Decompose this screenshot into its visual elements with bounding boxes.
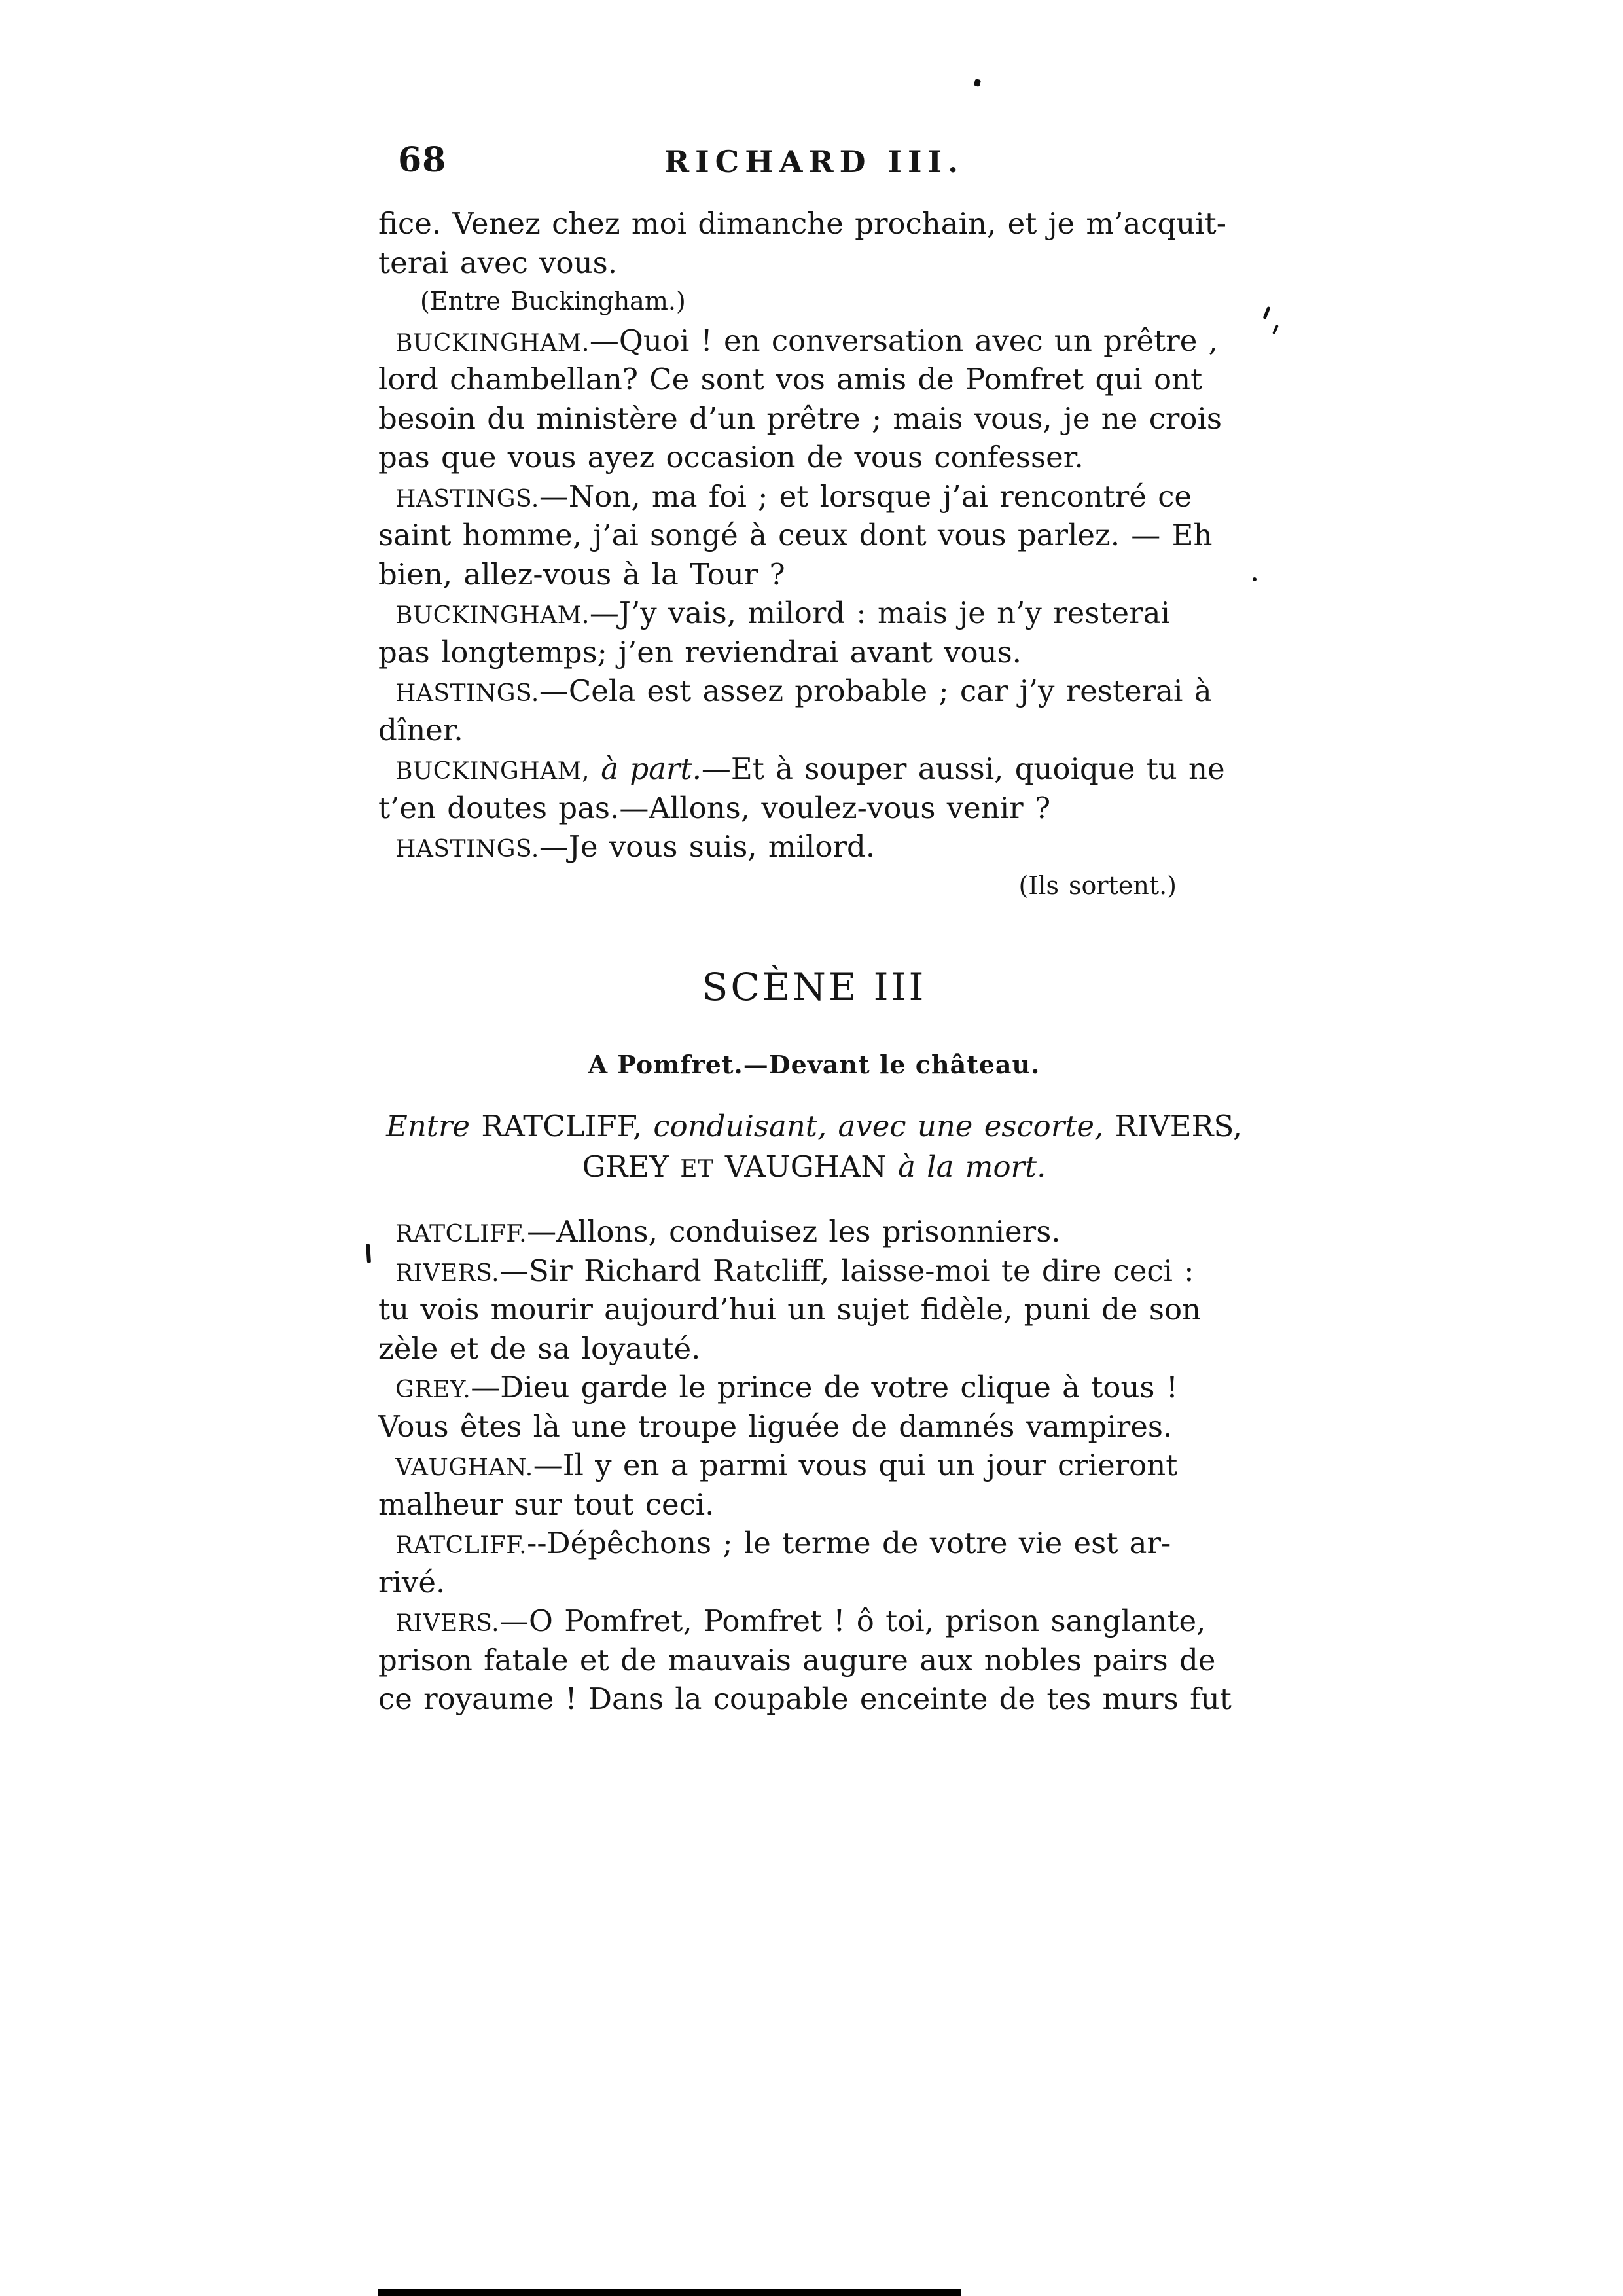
text-segment: Entre bbox=[385, 1109, 482, 1143]
text-line bbox=[378, 399, 1250, 439]
text-segment: —Je vous suis, milord. bbox=[539, 829, 876, 864]
text-line bbox=[378, 360, 1250, 399]
text-segment: —Quoi ! en conversation avec un prêtre , bbox=[589, 323, 1218, 358]
text-line bbox=[378, 1407, 1250, 1446]
scene-entrance-direction bbox=[378, 1106, 1250, 1187]
text-segment: —Non, ma foi ; et lorsque j’ai rencontré ce bbox=[539, 478, 1192, 514]
text-line bbox=[378, 438, 1250, 477]
text-segment: HASTINGS. bbox=[395, 836, 539, 863]
speech-line bbox=[378, 749, 1250, 789]
text-segment: —Sir Richard Ratcliff, laisse-moi te dire ceci : bbox=[499, 1253, 1194, 1288]
scan-mark-artifact bbox=[1262, 306, 1270, 319]
text-segment: RATCLIFF. bbox=[395, 1532, 527, 1559]
scan-mark-artifact bbox=[1272, 325, 1279, 334]
text-segment: HASTINGS. bbox=[395, 680, 539, 707]
text-segment: besoin du ministère d’un prêtre ; mais vous, je ne crois bbox=[378, 401, 1222, 436]
page-number: 68 bbox=[398, 140, 447, 180]
speech-line bbox=[378, 477, 1250, 516]
text-segment: RATCLIFF. bbox=[395, 1221, 527, 1247]
text-line bbox=[378, 633, 1250, 672]
speech-line bbox=[378, 1251, 1250, 1291]
text-segment: —Il y en a parmi vous qui un jour crieront bbox=[533, 1448, 1178, 1482]
text-segment: saint homme, j’ai songé à ceux dont vous parlez. — Eh bbox=[378, 518, 1213, 552]
text-line bbox=[378, 1679, 1250, 1719]
scene-location: A Pomfret.—Devant le château. bbox=[588, 1050, 1041, 1079]
text-segment: RIVERS. bbox=[395, 1610, 500, 1637]
text-segment: rivé. bbox=[378, 1564, 446, 1600]
scan-speck-artifact bbox=[974, 79, 981, 87]
stage-direction-exit bbox=[378, 867, 1250, 906]
text-segment: fice. Venez chez moi dimanche prochain, et je m’acquit- bbox=[378, 206, 1226, 241]
text-segment: conduisant, avec une escorte, bbox=[653, 1109, 1115, 1143]
text-segment: HASTINGS. bbox=[395, 485, 539, 512]
speech-line bbox=[378, 827, 1250, 867]
text-block-scene3 bbox=[378, 1212, 1250, 1719]
text-segment: —Allons, conduisez les prisonniers. bbox=[527, 1214, 1061, 1249]
text-segment: --Dépêchons ; le terme de votre vie est ar- bbox=[527, 1526, 1171, 1560]
stage-direction bbox=[378, 282, 1250, 321]
running-title: RICHARD III. bbox=[664, 144, 965, 179]
text-segment: ET bbox=[680, 1156, 714, 1183]
text-line bbox=[378, 555, 1250, 594]
text-segment: —Et à souper aussi, quoique tu ne bbox=[701, 751, 1225, 786]
text-line bbox=[378, 1485, 1250, 1524]
text-segment: RIVERS, bbox=[1115, 1109, 1243, 1143]
text-segment: Vous êtes là une troupe liguée de damnés vampires. bbox=[378, 1408, 1173, 1444]
speech-line bbox=[378, 1524, 1250, 1563]
text-segment: malheur sur tout ceci. bbox=[378, 1486, 715, 1522]
speech-line bbox=[378, 321, 1250, 361]
scan-tick-artifact bbox=[366, 1244, 371, 1263]
text-segment: BUCKINGHAM. bbox=[395, 602, 590, 629]
speech-line bbox=[378, 1602, 1250, 1641]
entrance-line bbox=[378, 1147, 1250, 1187]
text-segment: VAUGHAN. bbox=[395, 1454, 533, 1481]
text-segment: GREY. bbox=[395, 1376, 471, 1403]
text-segment: terai avec vous. bbox=[378, 245, 618, 280]
text-segment: ce royaume ! Dans la coupable enceinte de tes murs fut bbox=[378, 1681, 1232, 1716]
text-segment: BUCKINGHAM, bbox=[395, 758, 590, 785]
entrance-line bbox=[378, 1106, 1250, 1147]
text-line bbox=[378, 243, 1250, 283]
scan-dot-artifact bbox=[1253, 577, 1257, 581]
speech-line bbox=[378, 1446, 1250, 1485]
text-segment: pas longtemps; j’en reviendrai avant vous. bbox=[378, 634, 1022, 670]
text-segment: —Dieu garde le prince de votre clique à tous ! bbox=[471, 1370, 1178, 1405]
text-segment: —Cela est assez probable ; car j’y resterai à bbox=[539, 673, 1212, 708]
text-segment: RATCLIFF, bbox=[481, 1109, 654, 1143]
text-segment: VAUGHAN bbox=[713, 1149, 899, 1184]
text-segment: —J’y vais, milord : mais je n’y resterai bbox=[589, 596, 1170, 630]
text-segment: bien, allez-vous à la Tour ? bbox=[378, 556, 785, 592]
text-line bbox=[378, 711, 1250, 750]
speech-line bbox=[378, 1368, 1250, 1407]
text-line bbox=[378, 1641, 1250, 1680]
text-line bbox=[378, 1563, 1250, 1602]
text-line bbox=[378, 1329, 1250, 1369]
text-segment: GREY bbox=[582, 1149, 681, 1184]
text-segment: tu vois mourir aujourd’hui un sujet fidèle, puni de son bbox=[378, 1292, 1202, 1327]
text-line bbox=[378, 204, 1250, 243]
text-segment: à la mort. bbox=[898, 1149, 1046, 1184]
scan-shadow-bar bbox=[378, 2289, 961, 2296]
speech-line bbox=[378, 1212, 1250, 1251]
text-segment bbox=[590, 751, 601, 786]
text-segment: BUCKINGHAM. bbox=[395, 329, 590, 357]
text-segment: dîner. bbox=[378, 712, 463, 747]
text-segment: prison fatale et de mauvais augure aux nobles pairs de bbox=[378, 1642, 1216, 1677]
text-segment: —O Pomfret, Pomfret ! ô toi, prison sanglante, bbox=[499, 1604, 1206, 1638]
text-line bbox=[378, 1290, 1250, 1329]
text-segment: (Entre Buckingham.) bbox=[420, 287, 686, 315]
text-segment: RIVERS. bbox=[395, 1259, 500, 1287]
text-block-scene2-end bbox=[378, 204, 1250, 905]
text-segment: zèle et de sa loyauté. bbox=[378, 1331, 701, 1366]
text-segment: (Ils sortent.) bbox=[1018, 870, 1177, 900]
speech-line bbox=[378, 672, 1250, 711]
text-segment: lord chambellan? Ce sont vos amis de Pomfret qui ont bbox=[378, 362, 1203, 397]
text-segment: t’en doutes pas.—Allons, voulez-vous venir ? bbox=[378, 790, 1051, 825]
text-segment: à part. bbox=[601, 751, 702, 786]
scene-heading: SCÈNE III bbox=[702, 965, 927, 1009]
text-segment: pas que vous ayez occasion de vous confesser. bbox=[378, 440, 1084, 475]
speech-line bbox=[378, 594, 1250, 633]
running-head bbox=[378, 140, 1250, 186]
text-line bbox=[378, 789, 1250, 828]
text-line bbox=[378, 516, 1250, 555]
